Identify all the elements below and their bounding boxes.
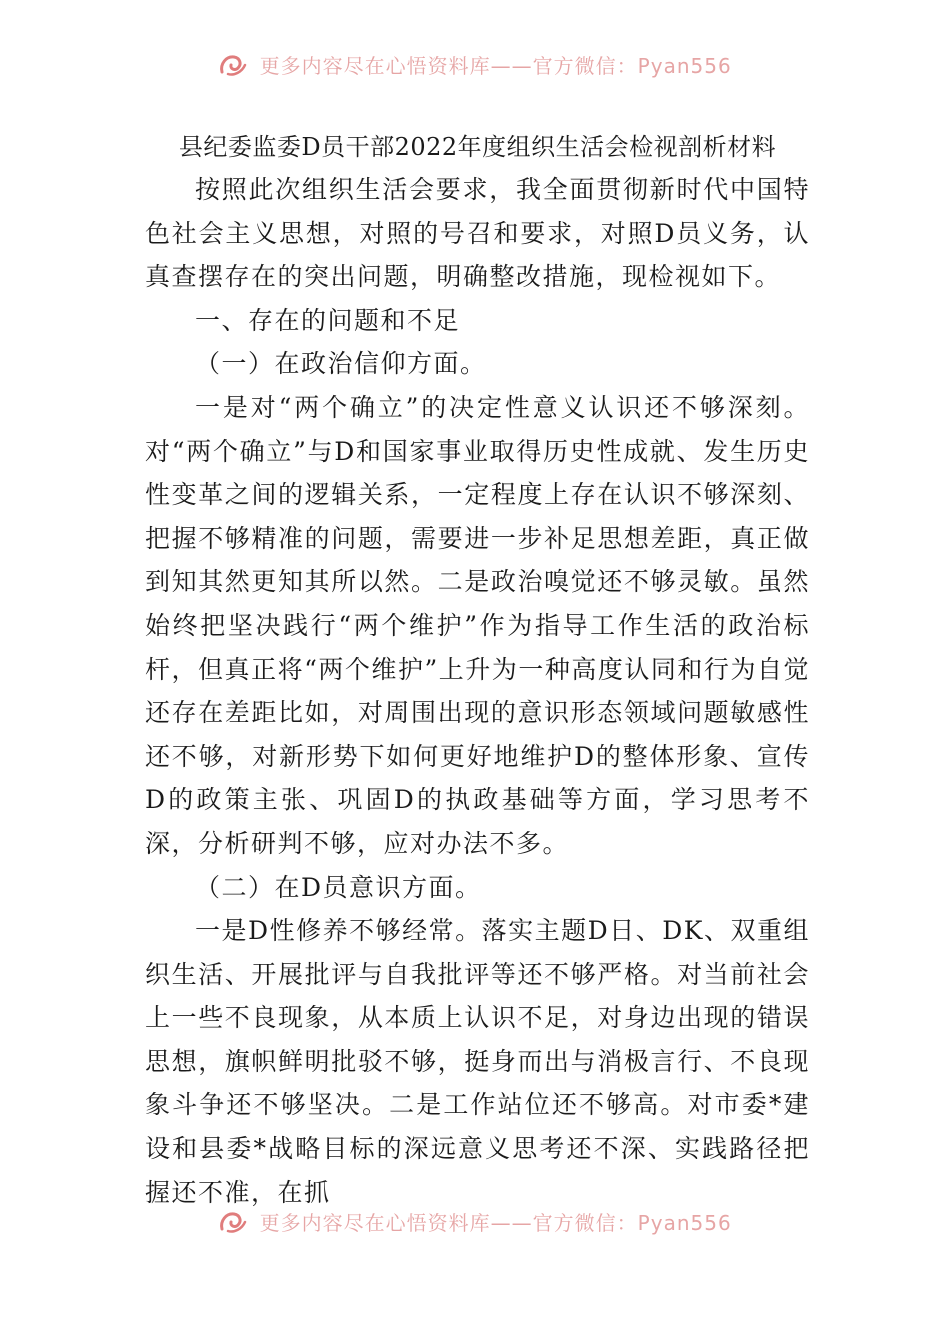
subsection-heading-party-awareness: （二）在D员意识方面。 <box>195 872 482 902</box>
document-title: 县纪委监委D员干部2022年度组织生活会检视剖析材料 <box>178 133 777 161</box>
red-swirl-logo-icon <box>218 1209 248 1235</box>
watermark-text: 更多内容尽在心悟资料库——官方微信：Pyan556 <box>259 1211 732 1235</box>
paragraph-party-awareness: 一是D性修养不够经常。落实主题D日、DK、双重组织生活、开展批评与自我批评等还不够严格。对当前社会上一些不良现象，从本质上认识不足，对身边出现的错误思想，旗帜鲜明批驳不够，挺身而出与消极言行、不良现象斗争还不够坚决。二是工作站位还不够高。对市委*建设和县委*战略目标的深远意义思考还不深、实践路径把握还不准，在抓 <box>145 916 810 1207</box>
subsection-heading-political-belief: （一）在政治信仰方面。 <box>195 349 487 379</box>
paragraph-political-belief: 一是对“两个确立”的决定性意义认识还不够深刻。对“两个确立”与D和国家事业取得历史性成就、发生历史性变革之间的逻辑关系，一定程度上存在认识不够深刻、把握不够精准的问题，需要进一步补足思想差距，真正做到知其然更知其所以然。二是政治嗅觉还不够灵敏。虽然始终把坚决践行“两个维护”作为指导工作生活的政治标杆，但真正将“两个维护”上升为一种高度认同和行为自觉还存在差距比如，对周围出现的意识形态领域问题敏感性还不够，对新形势下如何更好地维护D的整体形象、宣传D的政策主张、巩固D的执政基础等方面，学习思考不深，分析研判不够，应对办法不多。 <box>145 392 810 858</box>
watermark-footer <box>0 1207 950 1243</box>
red-swirl-logo-icon <box>218 52 248 78</box>
watermark-header <box>0 50 950 86</box>
document-body <box>145 126 810 1214</box>
watermark-text: 更多内容尽在心悟资料库——官方微信：Pyan556 <box>259 54 732 78</box>
paragraph-intro: 按照此次组织生活会要求，我全面贯彻新时代中国特色社会主义思想，对照的号召和要求，对照D员义务，认真查摆存在的突出问题，明确整改措施，现检视如下。 <box>145 175 810 292</box>
section-heading-problems: 一、存在的问题和不足 <box>195 305 461 335</box>
